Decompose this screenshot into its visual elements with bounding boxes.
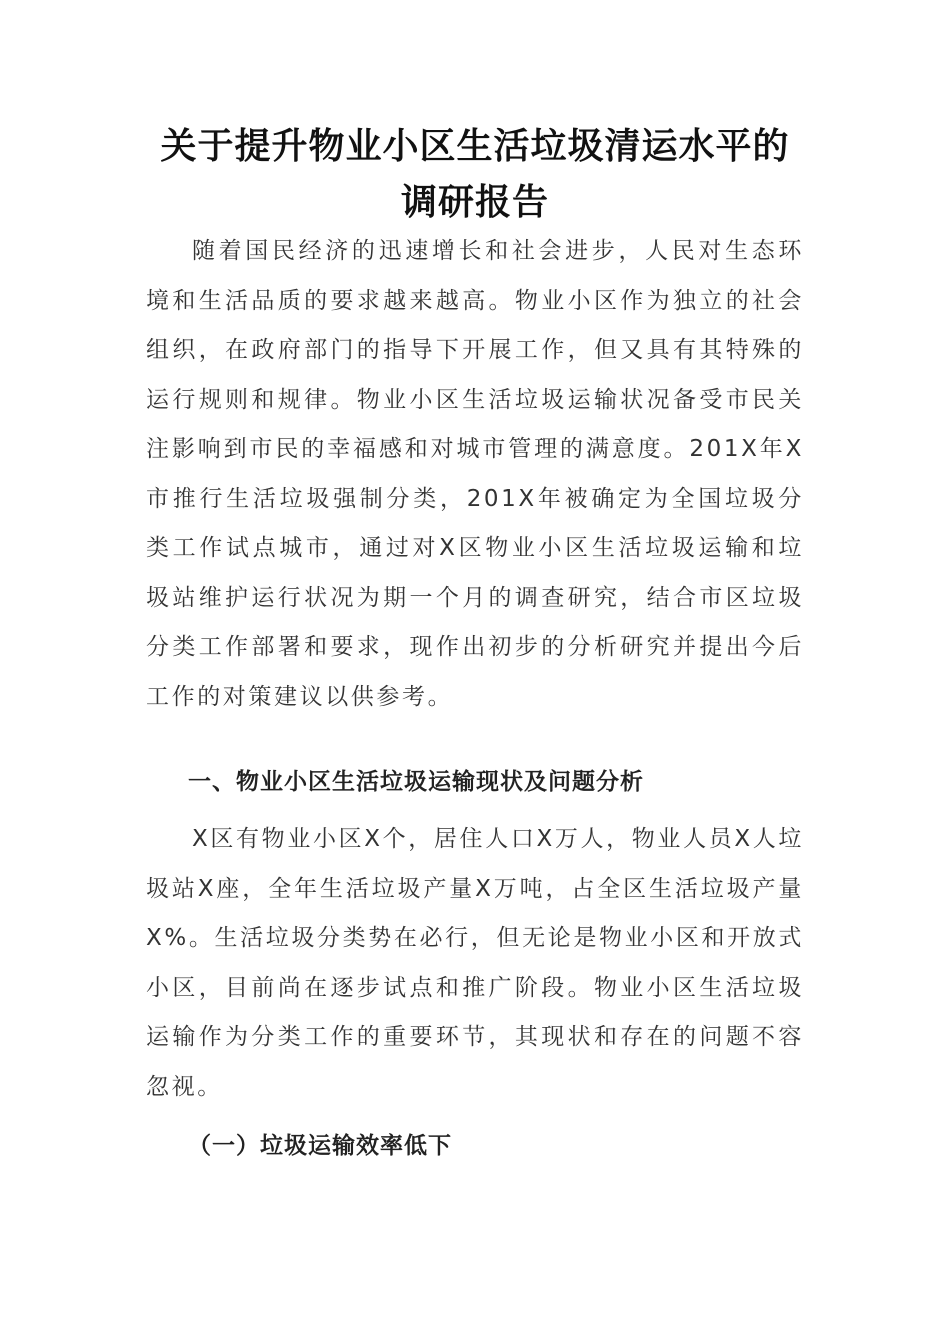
section-1-paragraph: X区有物业小区X个，居住人口X万人，物业人员X人垃圾站X座，全年生活垃圾产量X万吨，占全区生活垃圾产量X%。生活垃圾分类势在必行，但无论是物业小区和开放式小区，目前尚在逐步试点和推广阶段。物业小区生活垃圾运输作为分类工作的重要环节，其现状和存在的问题不容忽视。: [146, 826, 804, 1100]
intro-paragraph: 随着国民经济的迅速增长和社会进步，人民对生态环境和生活品质的要求越来越高。物业小区作为独立的社会组织，在政府部门的指导下开展工作，但又具有其特殊的运行规则和规律。物业小区生活垃圾运输状况备受市民关注影响到市民的幸福感和对城市管理的满意度。201X年X市推行生活垃圾强制分类，201X年被确定为全国垃圾分类工作试点城市，通过对X区物业小区生活垃圾运输和垃圾站维护运行状况为期一个月的调查研究，结合市区垃圾分类工作部署和要求，现作出初步的分析研究并提出今后工作的对策建议以供参考。: [146, 238, 804, 710]
subsection-heading-1: （一）垃圾运输效率低下: [188, 1133, 452, 1159]
section-heading-1: 一、物业小区生活垃圾运输现状及问题分析: [188, 769, 644, 795]
document-title: 关于提升物业小区生活垃圾清运水平的调研报告: [160, 125, 790, 223]
